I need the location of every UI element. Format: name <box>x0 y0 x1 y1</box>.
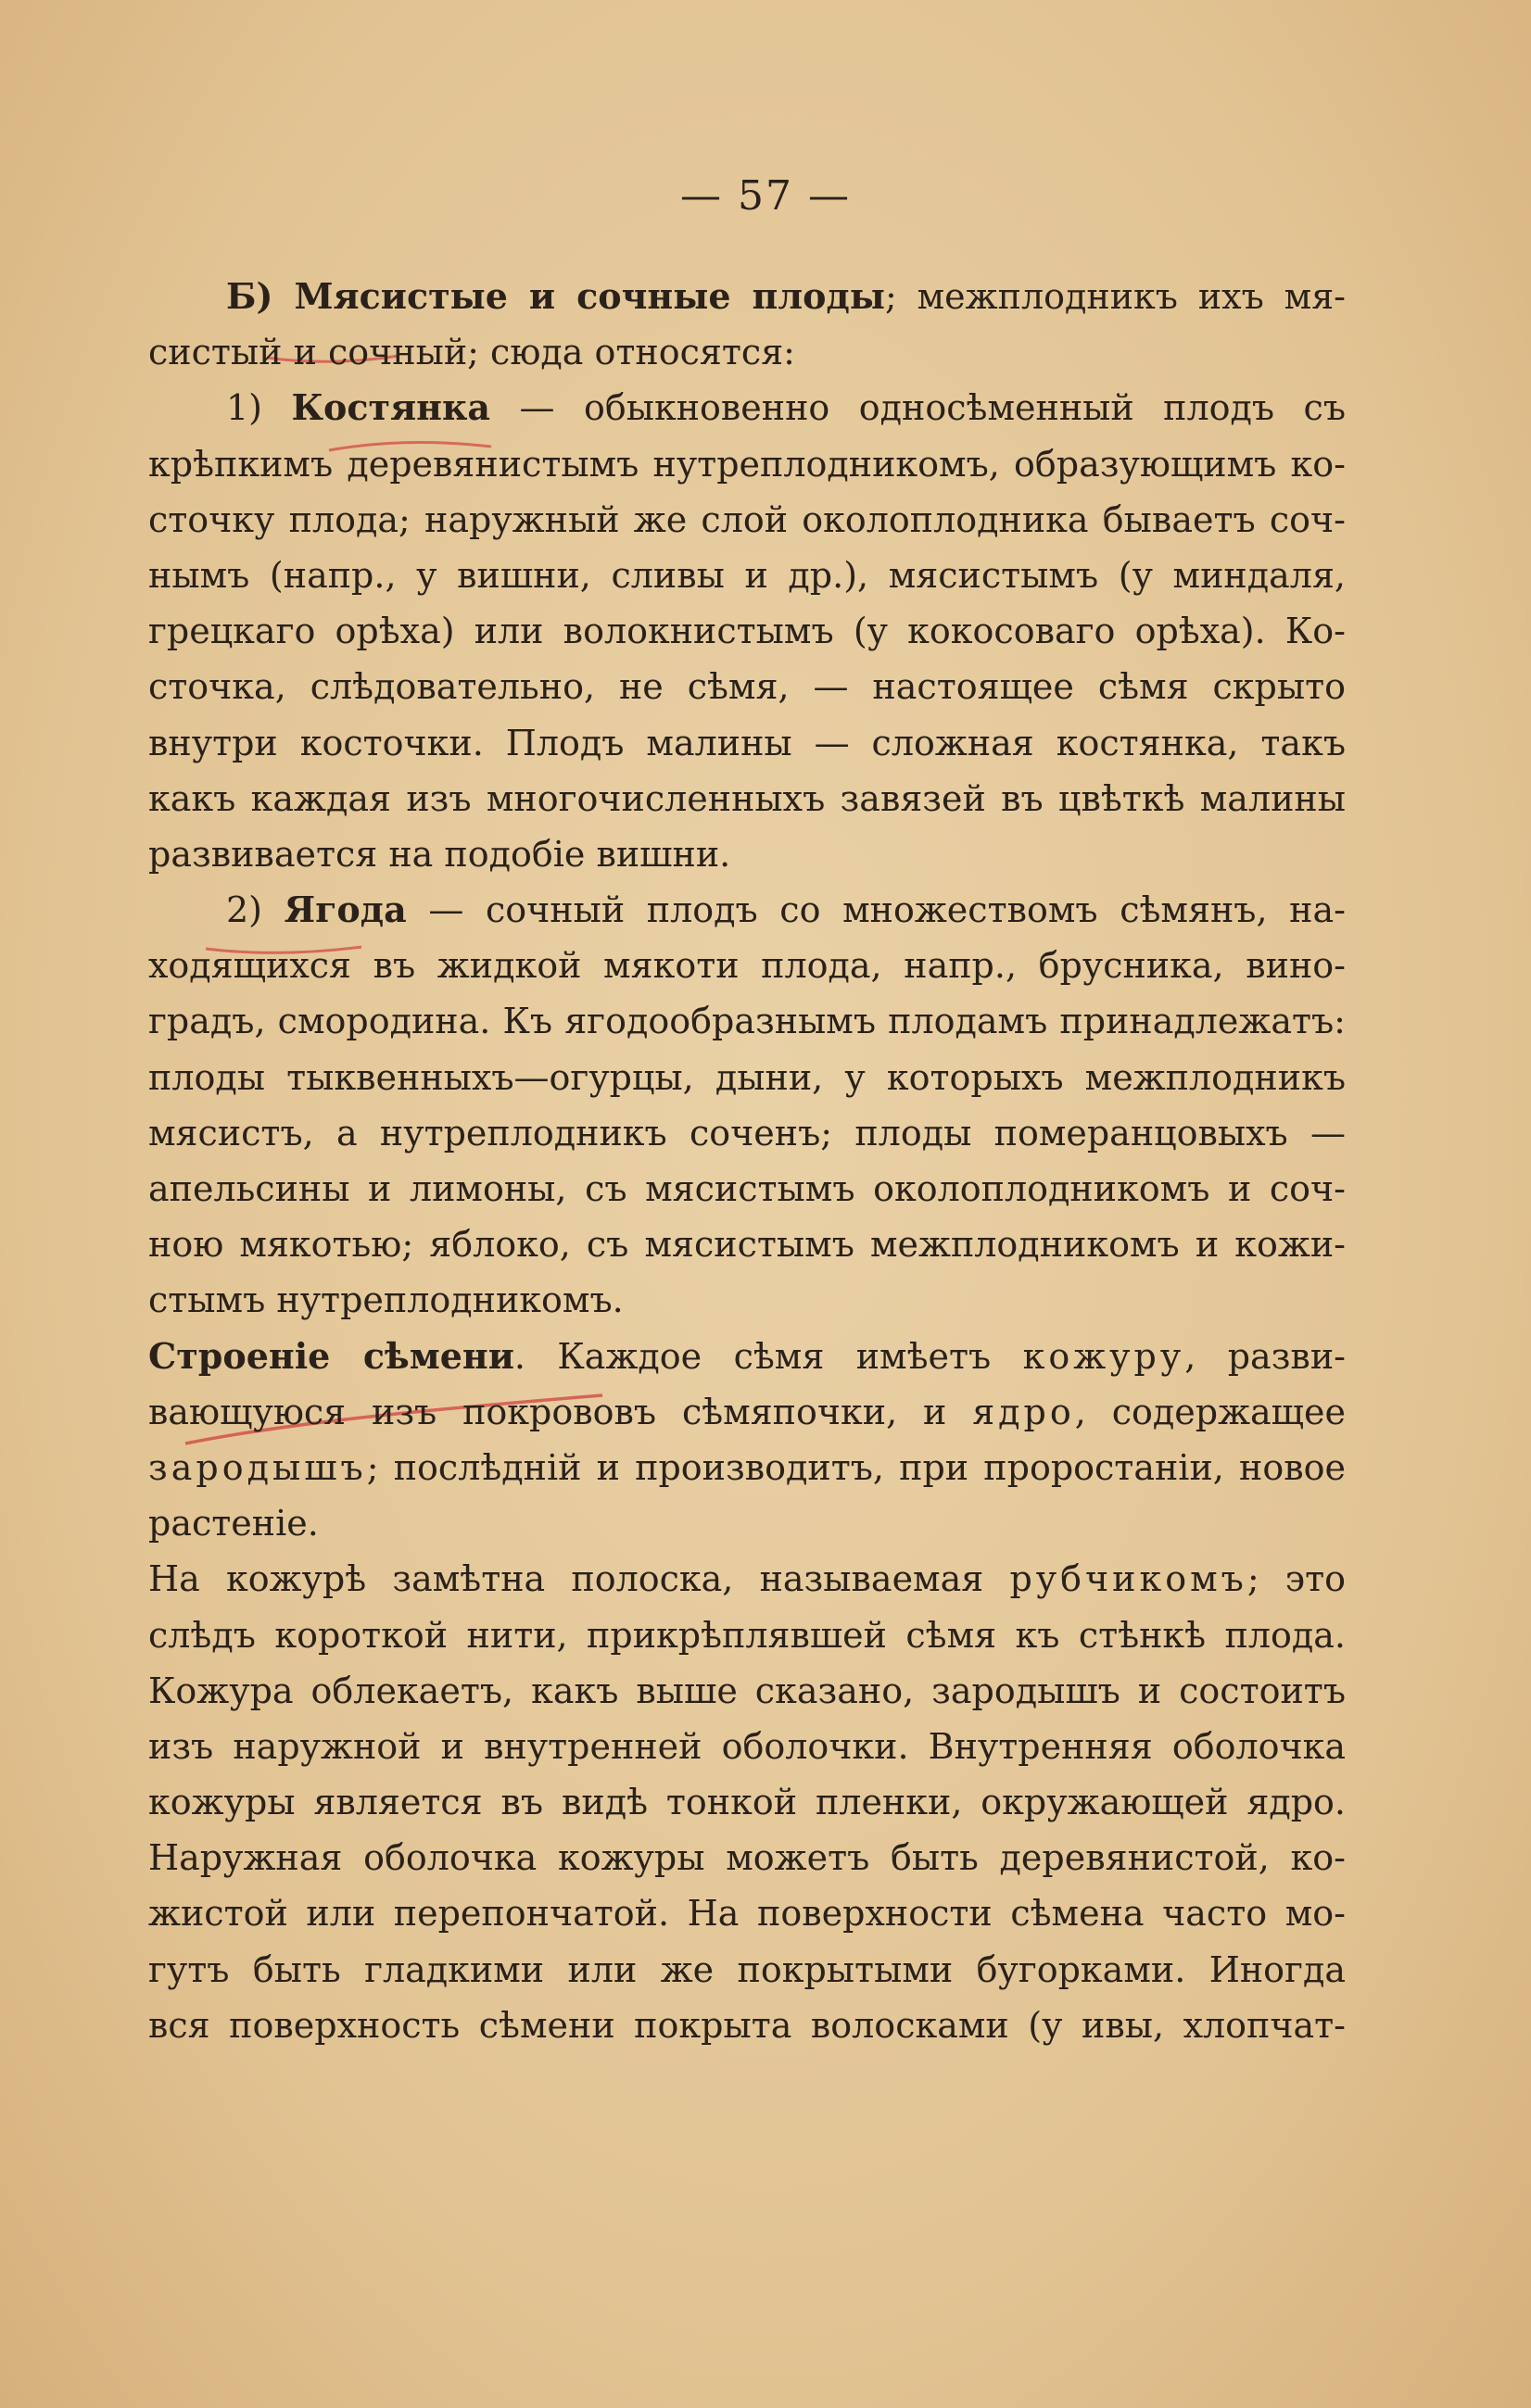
text-line <box>148 659 1346 714</box>
text-run: ходящихся въ жидкой мякоти плода, напр., брусника, вино- <box>148 945 1346 987</box>
text-run: ; межплодникъ ихъ мя- <box>884 276 1347 317</box>
text-run: стымъ нутреплодникомъ. <box>148 1280 624 1321</box>
text-line <box>148 1105 1346 1161</box>
text-line <box>148 603 1346 659</box>
text-line <box>148 1329 1346 1384</box>
text-run: , содержащее <box>1074 1391 1346 1432</box>
bold-term: Костянка <box>291 386 491 429</box>
text-line <box>148 771 1346 826</box>
text-run: крѣпкимъ деревянистымъ нутреплодникомъ, образующимъ ко- <box>148 443 1346 485</box>
text-run: 2) <box>226 889 285 931</box>
text-line <box>148 1384 1346 1440</box>
text-run: . Каждое сѣмя имѣетъ <box>513 1335 1023 1377</box>
body-text <box>148 269 1346 2053</box>
text-line <box>148 1998 1346 2053</box>
text-run: внутри косточки. Плодъ малины — сложная костянка, такъ <box>148 722 1346 763</box>
text-line <box>148 324 1346 380</box>
text-line <box>148 715 1346 771</box>
text-run: изъ наружной и внутренней оболочки. Внутренняя оболочка <box>148 1725 1346 1767</box>
text-line <box>148 1942 1346 1998</box>
text-run: грецкаго орѣха) или волокнистымъ (у кокосоваго орѣха). Ко- <box>148 611 1346 652</box>
text-run: растеніе. <box>148 1503 319 1544</box>
text-line <box>148 1774 1346 1830</box>
text-run: апельсины и лимоны, съ мясистымъ околоплодникомъ и соч- <box>148 1168 1346 1209</box>
text-run: какъ каждая изъ многочисленныхъ завязей въ цвѣткѣ малины <box>148 777 1346 819</box>
text-line <box>148 492 1346 548</box>
text-line <box>148 1885 1346 1941</box>
text-run: кожуры является въ видѣ тонкой пленки, окружающей ядро. <box>148 1782 1346 1823</box>
text-run: На кожурѣ замѣтна полоска, называемая <box>148 1558 1010 1600</box>
spaced-term: ядро <box>972 1391 1075 1432</box>
text-line <box>148 1663 1346 1719</box>
text-run: градъ, смородина. Къ ягодообразнымъ плодамъ принадлежатъ: <box>148 1001 1346 1042</box>
text-run: — сочный плодъ со множествомъ сѣмянъ, на- <box>406 889 1346 931</box>
text-run: сточку плода; наружный же слой околоплодника бываетъ соч- <box>148 498 1346 540</box>
text-line <box>148 1161 1346 1217</box>
text-line <box>148 269 1346 324</box>
spaced-term: кожуру <box>1022 1335 1185 1377</box>
text-run: ; послѣдній и производитъ, при проростаніи, новое <box>366 1446 1346 1488</box>
text-line <box>148 826 1346 882</box>
text-run: — обыкновенно односѣменный плодъ съ <box>490 387 1346 429</box>
spaced-term: рубчикомъ <box>1009 1558 1247 1600</box>
bold-term: Ягода <box>284 889 407 931</box>
text-line <box>148 1050 1346 1105</box>
text-line <box>148 1440 1346 1495</box>
text-run: ною мякотью; яблоко, съ мясистымъ межплодникомъ и кожи- <box>148 1224 1346 1266</box>
text-line <box>148 548 1346 603</box>
page-number: — 57 — <box>680 172 851 220</box>
text-run: Наружная оболочка кожуры можетъ быть деревянистой, ко- <box>148 1837 1346 1879</box>
text-run: 1) <box>226 387 292 429</box>
text-line <box>148 1551 1346 1607</box>
text-line <box>148 882 1346 938</box>
text-run: , разви- <box>1184 1335 1346 1377</box>
text-run: мясистъ, а нутреплодникъ соченъ; плоды померанцовыхъ — <box>148 1112 1346 1154</box>
text-line <box>148 1495 1346 1551</box>
text-line <box>148 436 1346 492</box>
text-run: вающуюся изъ покрововъ сѣмяпочки, и <box>148 1391 973 1432</box>
text-run: сточка, слѣдовательно, не сѣмя, — настоящее сѣмя скрыто <box>148 666 1346 708</box>
text-line <box>148 1217 1346 1272</box>
text-run: слѣдъ короткой нити, прикрѣплявшей сѣмя къ стѣнкѣ плода. <box>148 1614 1346 1656</box>
text-line <box>148 1719 1346 1774</box>
text-run: Кожура облекаетъ, какъ выше сказано, зародышъ и состоитъ <box>148 1670 1346 1711</box>
text-run: плоды тыквенныхъ—огурцы, дыни, у которыхъ межплодникъ <box>148 1056 1346 1098</box>
text-line <box>148 1272 1346 1328</box>
text-line <box>148 1607 1346 1663</box>
spaced-term: зародышъ <box>148 1446 367 1488</box>
bold-term: Б) Мясистые и сочные плоды <box>226 275 885 317</box>
text-line <box>148 380 1346 435</box>
text-run: систый и сочный; сюда относятся: <box>148 332 795 373</box>
bold-term: Строеніе сѣмени <box>148 1334 514 1377</box>
text-run: развивается на подобіе вишни. <box>148 833 731 875</box>
text-line <box>148 938 1346 993</box>
text-run: нымъ (напр., у вишни, сливы и др.), мясистымъ (у миндаля, <box>148 554 1346 596</box>
text-line <box>148 1830 1346 1885</box>
text-run: ; это <box>1246 1558 1346 1600</box>
text-run: жистой или перепончатой. На поверхности сѣмена часто мо- <box>148 1893 1346 1935</box>
text-line <box>148 993 1346 1049</box>
text-run: гутъ быть гладкими или же покрытыми бугорками. Иногда <box>148 1948 1346 1990</box>
text-run: вся поверхность сѣмени покрыта волосками (у ивы, хлопчат- <box>148 2004 1346 2046</box>
